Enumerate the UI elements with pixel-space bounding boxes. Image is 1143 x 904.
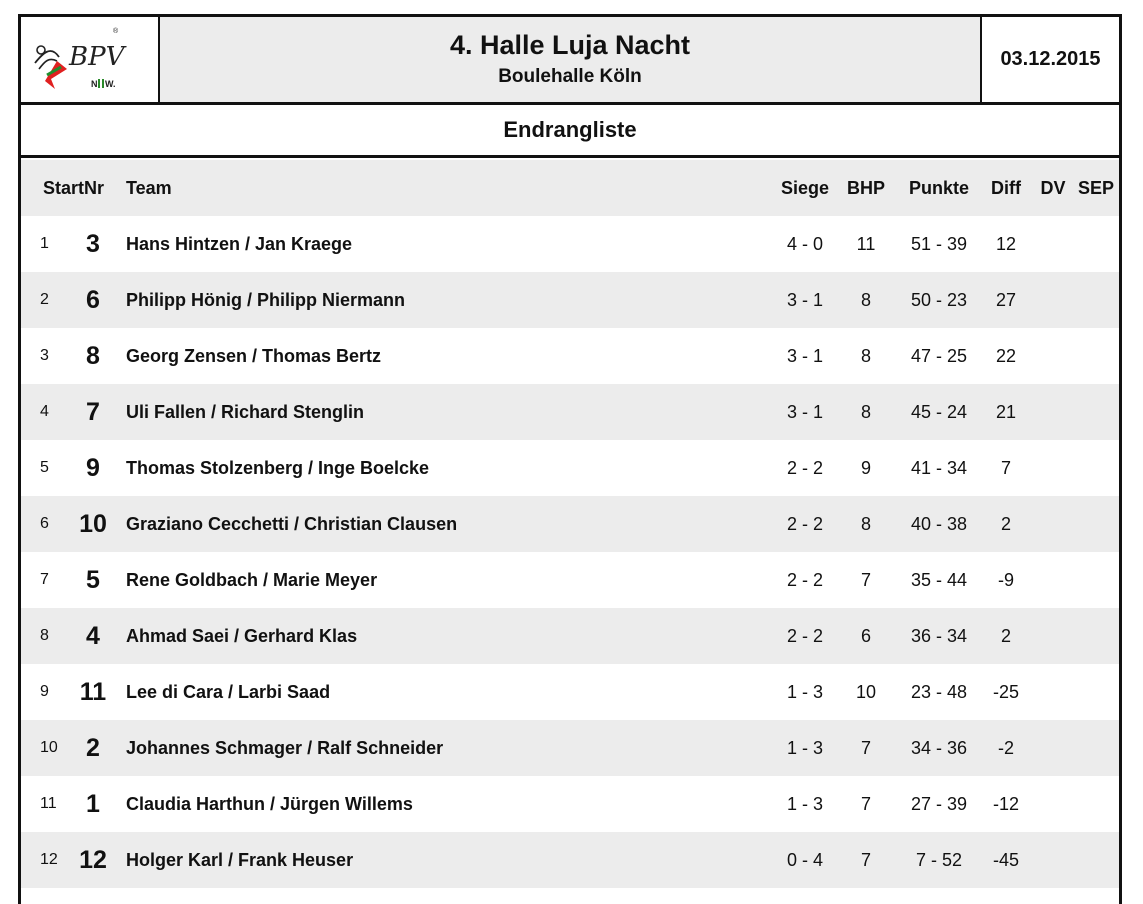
startnr-cell: 6 (86, 286, 100, 314)
rank-cell: 3 (40, 347, 49, 364)
table-row (21, 384, 1119, 440)
siege-cell: 1 - 3 (786, 738, 824, 758)
bhp-cell: 10 (855, 682, 877, 702)
bhp-cell: 7 (860, 738, 871, 758)
team-cell: Philipp Hönig / Philipp Niermann (126, 290, 405, 310)
startnr-cell: 4 (86, 622, 100, 650)
col-punkte: Punkte (908, 178, 969, 198)
svg-text:BPV: BPV (69, 42, 125, 72)
bhp-cell: 8 (860, 290, 871, 310)
siege-cell: 1 - 3 (786, 682, 824, 702)
diff-cell: 27 (995, 290, 1017, 310)
rank-cell: 12 (40, 851, 58, 868)
table-row (21, 720, 1119, 776)
siege-cell: 2 - 2 (786, 514, 824, 534)
svg-text:N: N (91, 79, 98, 89)
punkte-cell: 34 - 36 (910, 738, 968, 758)
startnr-cell: 12 (79, 846, 107, 874)
startnr-cell: 9 (86, 454, 100, 482)
team-cell: Rene Goldbach / Marie Meyer (126, 570, 378, 590)
table-row (21, 832, 1119, 888)
bhp-cell: 8 (860, 346, 871, 366)
startnr-cell: 5 (86, 566, 100, 594)
bhp-cell: 11 (856, 234, 876, 254)
startnr-cell: 10 (79, 510, 107, 538)
table-row (21, 552, 1119, 608)
startnr-cell: 1 (86, 790, 100, 818)
table-row (21, 664, 1119, 720)
punkte-cell: 35 - 44 (910, 570, 968, 590)
diff-cell: -25 (992, 682, 1019, 702)
punkte-cell: 51 - 39 (910, 234, 968, 254)
team-cell: Johannes Schmager / Ralf Schneider (126, 738, 444, 758)
diff-cell: 21 (995, 402, 1017, 422)
section-title: Endrangliste (18, 105, 1122, 158)
event-venue: Boulehalle Köln (498, 65, 642, 87)
rank-cell: 2 (40, 291, 49, 308)
table-row (21, 608, 1119, 664)
diff-cell: -45 (992, 850, 1019, 870)
diff-cell: 2 (1000, 514, 1011, 534)
siege-cell: 3 - 1 (786, 290, 824, 310)
bpv-nrw-logo (21, 17, 160, 102)
team-cell: Lee di Cara / Larbi Saad (126, 682, 331, 702)
col-diff: Diff (991, 178, 1021, 198)
table-row (21, 272, 1119, 328)
title-block (160, 17, 980, 102)
diff-cell: -2 (997, 738, 1014, 758)
col-dv: DV (1040, 178, 1066, 198)
table-row (21, 440, 1119, 496)
ranking-table (21, 160, 1119, 888)
bhp-cell: 9 (860, 458, 871, 478)
bhp-cell: 8 (860, 402, 871, 422)
col-siege: Siege (780, 178, 830, 198)
team-cell: Graziano Cecchetti / Christian Clausen (126, 514, 458, 534)
col-sep: SEP (1077, 178, 1115, 198)
siege-cell: 2 - 2 (786, 570, 824, 590)
rank-cell: 11 (40, 795, 57, 812)
diff-cell: 7 (1000, 458, 1011, 478)
punkte-cell: 50 - 23 (910, 290, 968, 310)
diff-cell: 2 (1000, 626, 1011, 646)
startnr-cell: 3 (86, 230, 100, 258)
siege-cell: 3 - 1 (786, 402, 824, 422)
punkte-cell: 40 - 38 (910, 514, 968, 534)
svg-text:W.: W. (105, 79, 116, 89)
punkte-cell: 41 - 34 (910, 458, 968, 478)
team-cell: Holger Karl / Frank Heuser (126, 850, 354, 870)
rank-cell: 10 (40, 739, 58, 756)
punkte-cell: 36 - 34 (910, 626, 968, 646)
table-row (21, 328, 1119, 384)
table-body (21, 216, 1119, 888)
punkte-cell: 7 - 52 (915, 850, 963, 870)
siege-cell: 3 - 1 (786, 346, 824, 366)
svg-text:®: ® (113, 28, 119, 35)
team-cell: Hans Hintzen / Jan Kraege (126, 234, 353, 254)
diff-cell: -9 (997, 570, 1014, 590)
table-row (21, 216, 1119, 272)
siege-cell: 4 - 0 (786, 234, 824, 254)
team-cell: Ahmad Saei / Gerhard Klas (126, 626, 358, 646)
bhp-cell: 6 (860, 626, 871, 646)
diff-cell: 22 (995, 346, 1017, 366)
punkte-cell: 45 - 24 (910, 402, 968, 422)
punkte-cell: 27 - 39 (910, 794, 968, 814)
startnr-cell: 11 (79, 678, 107, 706)
siege-cell: 2 - 2 (786, 626, 824, 646)
rank-cell: 8 (40, 627, 49, 644)
event-title: 4. Halle Luja Nacht (449, 29, 691, 60)
rank-cell: 4 (40, 403, 49, 420)
logo-icon (21, 17, 155, 102)
team-cell: Georg Zensen / Thomas Bertz (126, 346, 382, 366)
siege-cell: 2 - 2 (786, 458, 824, 478)
table-row (21, 776, 1119, 832)
col-startnr: StartNr (43, 178, 105, 198)
rank-cell: 7 (40, 571, 49, 588)
rank-cell: 1 (40, 235, 49, 252)
col-bhp: BHP (846, 178, 885, 198)
table-header-row (21, 160, 1119, 216)
startnr-cell: 7 (86, 398, 100, 426)
bhp-cell: 7 (860, 794, 871, 814)
col-team: Team (126, 178, 172, 198)
rank-cell: 5 (40, 459, 49, 476)
siege-cell: 1 - 3 (786, 794, 824, 814)
punkte-cell: 23 - 48 (910, 682, 968, 702)
bhp-cell: 7 (860, 570, 871, 590)
team-cell: Claudia Harthun / Jürgen Willems (126, 794, 413, 814)
table-row (21, 496, 1119, 552)
event-date: 03.12.2015 (980, 17, 1119, 102)
rank-cell: 9 (40, 683, 49, 700)
rank-cell: 6 (40, 515, 49, 532)
header (18, 14, 1122, 105)
siege-cell: 0 - 4 (786, 850, 824, 870)
team-cell: Thomas Stolzenberg / Inge Boelcke (126, 458, 430, 478)
bhp-cell: 8 (860, 514, 871, 534)
startnr-cell: 8 (86, 342, 100, 370)
punkte-cell: 47 - 25 (910, 346, 968, 366)
startnr-cell: 2 (86, 734, 100, 762)
bhp-cell: 7 (860, 850, 871, 870)
diff-cell: -12 (992, 794, 1019, 814)
diff-cell: 12 (995, 234, 1017, 254)
team-cell: Uli Fallen / Richard Stenglin (126, 402, 365, 422)
